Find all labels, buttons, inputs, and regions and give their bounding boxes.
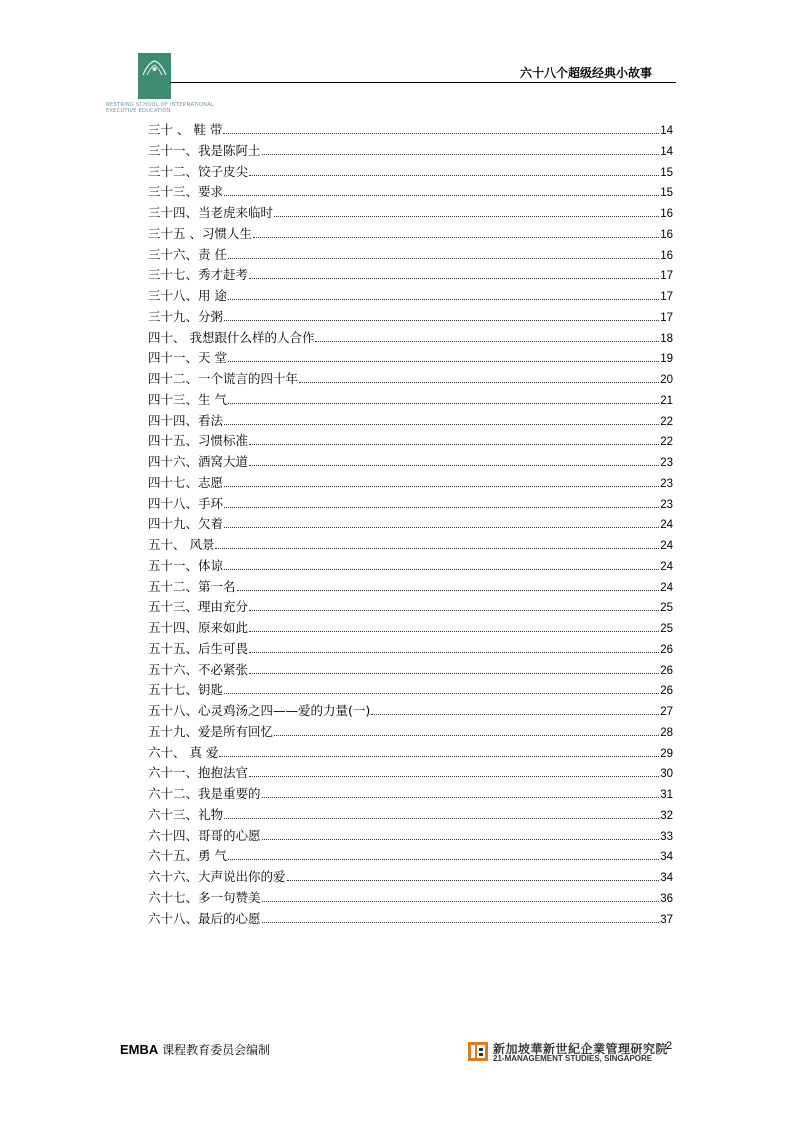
toc-entry[interactable] bbox=[148, 224, 673, 245]
toc-entry-title: 三十六、责 任 bbox=[148, 246, 227, 262]
toc-entry[interactable] bbox=[148, 867, 673, 888]
toc-entry[interactable] bbox=[148, 390, 673, 411]
toc-dot-leader bbox=[249, 630, 659, 632]
toc-entry-title: 五十七、钥匙 bbox=[148, 682, 224, 698]
footer-org-cn: 新加坡華新世紀企業管理研究院 bbox=[493, 1042, 669, 1056]
toc-dot-leader bbox=[371, 713, 659, 715]
toc-dot-leader bbox=[228, 298, 659, 300]
toc-entry-title: 五十、 风景 bbox=[148, 537, 215, 552]
toc-entry-title: 五十五、后生可畏 bbox=[148, 640, 249, 656]
toc-entry-title: 五十一、体谅 bbox=[148, 557, 224, 573]
emblem-icon bbox=[141, 59, 168, 77]
toc-entry-title: 三十八、用 途 bbox=[148, 288, 227, 303]
toc-entry[interactable] bbox=[148, 473, 673, 494]
toc-entry-page: 17 bbox=[660, 270, 673, 283]
toc-entry-page: 16 bbox=[660, 228, 673, 241]
toc-entry-page: 20 bbox=[660, 374, 673, 386]
toc-entry-title: 六十二、我是重要的 bbox=[148, 786, 261, 801]
toc-entry-title: 六十七、多一句赞美 bbox=[148, 889, 261, 905]
toc-entry[interactable] bbox=[148, 597, 673, 618]
toc-entry-page: 25 bbox=[660, 623, 673, 635]
toc-entry[interactable] bbox=[148, 577, 673, 598]
toc-dot-leader bbox=[224, 423, 659, 425]
toc-dot-leader bbox=[274, 734, 659, 736]
header-divider bbox=[170, 82, 676, 83]
toc-entry-page: 30 bbox=[660, 768, 673, 781]
toc-dot-leader bbox=[253, 236, 659, 238]
footer-committee-text: 课程教育委员会编制 bbox=[162, 1043, 271, 1057]
toc-dot-leader bbox=[215, 547, 659, 549]
toc-entry[interactable] bbox=[148, 722, 673, 743]
toc-entry[interactable] bbox=[148, 805, 673, 826]
toc-dot-leader bbox=[249, 443, 659, 445]
toc-entry-title: 六十、 真 爱 bbox=[148, 744, 219, 760]
toc-entry-page: 15 bbox=[660, 166, 673, 179]
toc-entry-title: 三十五 、习惯人生 bbox=[148, 225, 252, 241]
toc-entry[interactable] bbox=[148, 245, 673, 266]
toc-entry[interactable] bbox=[148, 639, 673, 660]
toc-dot-leader bbox=[224, 485, 659, 487]
toc-entry[interactable] bbox=[148, 286, 673, 307]
toc-entry-page: 24 bbox=[660, 581, 673, 594]
toc-entry[interactable] bbox=[148, 846, 673, 867]
toc-dot-leader bbox=[224, 506, 659, 508]
toc-entry-page: 32 bbox=[660, 809, 673, 822]
toc-dot-leader bbox=[228, 360, 659, 362]
toc-dot-leader bbox=[249, 277, 659, 279]
toc-entry-page: 34 bbox=[660, 851, 673, 864]
table-of-contents bbox=[148, 120, 673, 929]
toc-entry[interactable] bbox=[148, 784, 673, 805]
page-number: 2 bbox=[666, 1040, 673, 1052]
toc-dot-leader bbox=[249, 464, 659, 466]
toc-dot-leader bbox=[228, 257, 659, 259]
footer-org-en: 21-MANAGEMENT STUDIES, SINGAPORE bbox=[493, 1054, 653, 1063]
toc-entry-page: 17 bbox=[660, 291, 673, 303]
toc-entry-page: 15 bbox=[660, 187, 673, 200]
toc-entry-page: 16 bbox=[660, 208, 673, 220]
toc-entry-title: 三十七、秀才赶考 bbox=[148, 267, 249, 283]
toc-entry-title: 四十六、酒窝大道 bbox=[148, 454, 249, 469]
toc-entry-title: 六十三、礼物 bbox=[148, 806, 224, 822]
toc-entry-title: 四十、 我想跟什么样的人合作 bbox=[148, 329, 315, 345]
toc-entry-page: 37 bbox=[660, 913, 673, 926]
toc-entry[interactable] bbox=[148, 680, 673, 701]
logo-caption-line2: EXECUTIVE EDUCATION bbox=[106, 108, 171, 114]
school-logo bbox=[138, 53, 171, 99]
toc-dot-leader bbox=[262, 796, 660, 798]
toc-entry[interactable] bbox=[148, 535, 673, 556]
toc-entry[interactable] bbox=[148, 556, 673, 577]
toc-dot-leader bbox=[249, 651, 659, 653]
toc-entry[interactable] bbox=[148, 369, 673, 390]
footer-committee bbox=[120, 1041, 270, 1058]
toc-dot-leader bbox=[224, 526, 659, 528]
toc-entry-title: 三十三、要求 bbox=[148, 184, 224, 200]
toc-entry-title: 六十八、最后的心愿 bbox=[148, 910, 261, 926]
toc-entry-title: 三十二、饺子皮尖 bbox=[148, 163, 249, 179]
toc-dot-leader bbox=[262, 838, 660, 840]
toc-entry-page: 29 bbox=[660, 747, 673, 760]
toc-entry-title: 四十七、志愿 bbox=[148, 474, 224, 490]
toc-entry-page: 16 bbox=[660, 249, 673, 262]
footer-emba: EMBA bbox=[120, 1042, 159, 1057]
toc-entry[interactable] bbox=[148, 328, 673, 349]
toc-entry[interactable] bbox=[148, 162, 673, 183]
toc-dot-leader bbox=[249, 609, 659, 611]
toc-entry-title: 五十九、爱是所有回忆 bbox=[148, 723, 274, 739]
toc-entry[interactable] bbox=[148, 265, 673, 286]
toc-entry-title: 六十六、大声说出你的爱 bbox=[148, 869, 286, 884]
toc-dot-leader bbox=[224, 194, 659, 196]
toc-entry-page: 27 bbox=[660, 706, 673, 718]
toc-entry[interactable] bbox=[148, 909, 673, 930]
toc-entry[interactable] bbox=[148, 888, 673, 909]
toc-entry[interactable] bbox=[148, 120, 673, 141]
toc-entry-page: 33 bbox=[660, 830, 673, 843]
toc-dot-leader bbox=[223, 132, 659, 134]
toc-entry-page: 22 bbox=[660, 436, 673, 449]
toc-dot-leader bbox=[299, 381, 659, 383]
toc-entry-title: 四十四、看法 bbox=[148, 412, 224, 428]
toc-entry-page: 26 bbox=[660, 664, 673, 677]
toc-entry-page: 23 bbox=[660, 498, 673, 511]
toc-entry[interactable] bbox=[148, 494, 673, 515]
logo-caption bbox=[106, 102, 215, 114]
toc-dot-leader bbox=[228, 858, 659, 860]
toc-dot-leader bbox=[249, 775, 659, 777]
toc-entry-page: 23 bbox=[660, 477, 673, 490]
toc-entry-page: 14 bbox=[660, 145, 673, 158]
toc-dot-leader bbox=[237, 589, 660, 591]
toc-dot-leader bbox=[228, 402, 659, 404]
toc-entry-title: 三十 、 鞋 带 bbox=[148, 122, 223, 137]
toc-entry-page: 31 bbox=[660, 789, 673, 801]
toc-entry-page: 19 bbox=[660, 353, 673, 366]
toc-dot-leader bbox=[315, 340, 659, 342]
toc-entry-page: 24 bbox=[660, 560, 673, 573]
toc-entry-page: 36 bbox=[660, 892, 673, 905]
toc-entry-title: 六十四、哥哥的心愿 bbox=[148, 827, 261, 843]
toc-entry[interactable] bbox=[148, 141, 673, 162]
toc-entry-page: 21 bbox=[660, 394, 673, 407]
toc-entry[interactable] bbox=[148, 826, 673, 847]
toc-entry-title: 四十一、天 堂 bbox=[148, 350, 227, 366]
toc-entry-page: 26 bbox=[660, 685, 673, 698]
toc-entry-page: 34 bbox=[660, 872, 673, 884]
toc-entry-title: 五十四、原来如此 bbox=[148, 620, 249, 635]
toc-entry-title: 五十八、心灵鸡汤之四——爱的力量(一) bbox=[148, 703, 371, 718]
toc-entry-title: 四十五、习惯标准 bbox=[148, 433, 249, 449]
toc-entry-title: 四十二、一个谎言的四十年 bbox=[148, 371, 299, 386]
toc-dot-leader bbox=[274, 215, 659, 217]
toc-entry[interactable] bbox=[148, 307, 673, 328]
toc-entry-page: 17 bbox=[660, 311, 673, 324]
toc-dot-leader bbox=[262, 900, 660, 902]
toc-dot-leader bbox=[224, 692, 659, 694]
toc-dot-leader bbox=[224, 568, 659, 570]
toc-entry-page: 22 bbox=[660, 415, 673, 428]
toc-dot-leader bbox=[287, 879, 660, 881]
toc-dot-leader bbox=[224, 817, 659, 819]
toc-entry[interactable] bbox=[148, 411, 673, 432]
toc-entry[interactable] bbox=[148, 618, 673, 639]
toc-entry[interactable] bbox=[148, 514, 673, 535]
toc-entry[interactable] bbox=[148, 701, 673, 722]
toc-entry-title: 三十一、我是陈阿土 bbox=[148, 142, 261, 158]
toc-entry[interactable] bbox=[148, 348, 673, 369]
toc-entry-page: 24 bbox=[660, 540, 673, 552]
toc-entry-title: 六十一、抱抱法官 bbox=[148, 765, 249, 781]
institute-logo-icon bbox=[467, 1040, 489, 1062]
toc-entry[interactable] bbox=[148, 431, 673, 452]
toc-entry[interactable] bbox=[148, 452, 673, 473]
toc-dot-leader bbox=[249, 672, 659, 674]
toc-entry-page: 14 bbox=[660, 125, 673, 137]
toc-entry-page: 25 bbox=[660, 602, 673, 615]
logo-caption-line1: NESTRING SCHOOL OF INTERNATIONAL bbox=[106, 102, 215, 108]
toc-entry[interactable] bbox=[148, 743, 673, 764]
toc-entry-page: 28 bbox=[660, 726, 673, 739]
toc-entry-title: 四十九、欠着 bbox=[148, 516, 224, 532]
toc-entry-page: 18 bbox=[660, 332, 673, 345]
toc-entry[interactable] bbox=[148, 763, 673, 784]
toc-entry-title: 五十六、不必紧张 bbox=[148, 661, 249, 677]
toc-dot-leader bbox=[262, 153, 660, 155]
toc-entry-title: 四十三、生 气 bbox=[148, 391, 227, 407]
toc-entry-title: 五十二、第一名 bbox=[148, 578, 236, 594]
toc-entry-title: 四十八、手环 bbox=[148, 495, 224, 511]
toc-entry[interactable] bbox=[148, 203, 673, 224]
toc-entry-title: 三十四、当老虎来临时 bbox=[148, 205, 274, 220]
toc-entry-page: 26 bbox=[660, 643, 673, 656]
toc-dot-leader bbox=[219, 755, 659, 757]
toc-dot-leader bbox=[224, 319, 659, 321]
toc-dot-leader bbox=[249, 174, 659, 176]
toc-entry-title: 五十三、理由充分 bbox=[148, 599, 249, 615]
toc-entry-title: 三十九、分粥 bbox=[148, 308, 224, 324]
toc-entry-title: 六十五、勇 气 bbox=[148, 848, 227, 864]
toc-entry[interactable] bbox=[148, 182, 673, 203]
toc-entry-page: 23 bbox=[660, 457, 673, 469]
toc-dot-leader bbox=[262, 921, 660, 923]
toc-entry[interactable] bbox=[148, 660, 673, 681]
header-title: 六十八个超级经典小故事 bbox=[520, 66, 653, 80]
toc-entry-page: 24 bbox=[660, 519, 673, 532]
